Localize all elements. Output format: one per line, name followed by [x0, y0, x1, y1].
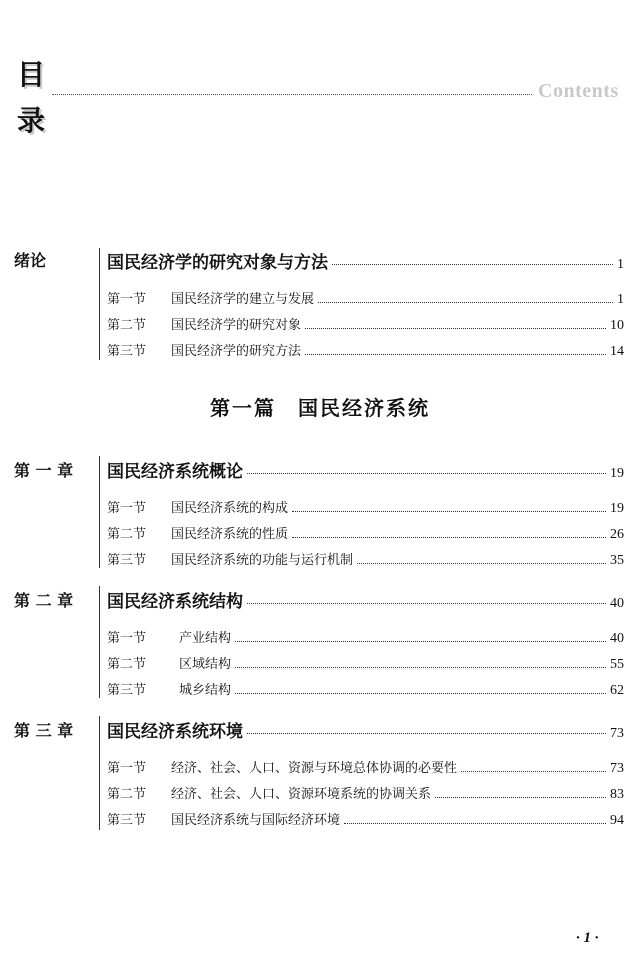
toc-section[interactable]	[107, 627, 624, 647]
section-title: 国民经济学的研究方法	[171, 344, 302, 359]
chapter-label: 第 三 章	[14, 721, 74, 740]
dot-leader	[247, 733, 606, 734]
mulu-char-2: 录	[16, 104, 45, 137]
toc-page-number: 14	[610, 344, 624, 359]
toc-page-number: 40	[610, 631, 624, 646]
section-number: 第二节	[107, 527, 147, 542]
chapter-label: 第 一 章	[14, 461, 74, 480]
section-title: 国民经济系统的功能与运行机制	[171, 553, 354, 568]
toc-chapter[interactable]	[107, 587, 624, 612]
toc-chapter[interactable]	[107, 457, 624, 482]
contents-heading: Contents	[538, 80, 619, 102]
dot-leader	[292, 511, 606, 512]
dot-leader	[292, 537, 606, 538]
toc-section[interactable]	[107, 288, 624, 308]
toc-page-number: 35	[610, 553, 624, 568]
intro-vertical-rule	[99, 248, 100, 360]
chapter-vertical-rule	[99, 716, 100, 830]
toc-section[interactable]	[107, 523, 624, 543]
toc-section[interactable]	[107, 549, 624, 569]
dot-leader	[461, 771, 606, 772]
toc-section[interactable]	[107, 679, 624, 699]
toc-page-number: 1	[617, 257, 624, 272]
dot-leader	[305, 328, 606, 329]
toc-page-number: 40	[610, 596, 624, 611]
toc-chapter-title: 国民经济系统环境	[107, 722, 243, 742]
dot-leader	[318, 302, 613, 303]
dot-leader	[247, 603, 606, 604]
dot-leader	[305, 354, 606, 355]
toc-page-number: 1	[617, 292, 624, 307]
toc-chapter-title: 国民经济系统概论	[107, 462, 243, 482]
toc-page-number: 83	[610, 787, 624, 802]
part-title: 第一篇 国民经济系统	[210, 396, 430, 420]
section-number: 第一节	[107, 631, 147, 646]
toc-section[interactable]	[107, 340, 624, 360]
section-number: 第一节	[107, 761, 147, 776]
chapter-vertical-rule	[99, 456, 100, 568]
dot-leader	[247, 473, 606, 474]
dot-leader	[235, 693, 606, 694]
dot-leader	[435, 797, 606, 798]
dot-leader	[235, 641, 606, 642]
section-number: 第二节	[107, 657, 147, 672]
mulu-char-1: 目	[16, 58, 45, 91]
toc-page-number: 10	[610, 318, 624, 333]
section-number: 第三节	[107, 553, 147, 568]
toc-page-number: 19	[610, 501, 624, 516]
section-title: 产业结构	[179, 631, 232, 646]
section-title: 国民经济学的研究对象	[171, 318, 302, 333]
toc-chapter-title: 国民经济系统结构	[107, 592, 243, 612]
toc-page-number: 73	[610, 726, 624, 741]
section-number: 第一节	[107, 292, 147, 307]
dot-leader	[332, 264, 613, 265]
toc-section[interactable]	[107, 653, 624, 673]
section-title: 区域结构	[179, 657, 232, 672]
toc-page-number: 62	[610, 683, 624, 698]
header-dotted-rule	[52, 94, 532, 95]
dot-leader	[357, 563, 606, 564]
chapter-vertical-rule	[99, 586, 100, 698]
section-title: 国民经济系统与国际经济环境	[171, 813, 341, 828]
toc-page-number: 55	[610, 657, 624, 672]
toc-page-number: 94	[610, 813, 624, 828]
section-title: 城乡结构	[179, 683, 232, 698]
toc-section[interactable]	[107, 809, 624, 829]
toc-chapter-title: 国民经济学的研究对象与方法	[107, 253, 328, 273]
toc-page-number: 26	[610, 527, 624, 542]
section-number: 第三节	[107, 683, 147, 698]
section-title: 经济、社会、人口、资源环境系统的协调关系	[171, 787, 432, 802]
dot-leader	[344, 823, 606, 824]
toc-section[interactable]	[107, 757, 624, 777]
toc-section[interactable]	[107, 783, 624, 803]
section-number: 第一节	[107, 501, 147, 516]
toc-page-number: 73	[610, 761, 624, 776]
toc-chapter[interactable]	[107, 717, 624, 742]
section-title: 国民经济学的建立与发展	[171, 292, 315, 307]
section-number: 第二节	[107, 787, 147, 802]
dot-leader	[235, 667, 606, 668]
toc-page-number: 19	[610, 466, 624, 481]
section-title: 国民经济系统的性质	[171, 527, 289, 542]
chapter-label: 第 二 章	[14, 591, 74, 610]
toc-section[interactable]	[107, 314, 624, 334]
section-number: 第三节	[107, 344, 147, 359]
section-number: 第二节	[107, 318, 147, 333]
toc-section[interactable]	[107, 497, 624, 517]
toc-chapter-intro[interactable]	[107, 248, 624, 273]
page-folio: · 1 ·	[576, 930, 599, 946]
section-title: 国民经济系统的构成	[171, 501, 289, 516]
section-number: 第三节	[107, 813, 147, 828]
section-title: 经济、社会、人口、资源与环境总体协调的必要性	[171, 761, 458, 776]
intro-label: 绪论	[14, 251, 47, 270]
